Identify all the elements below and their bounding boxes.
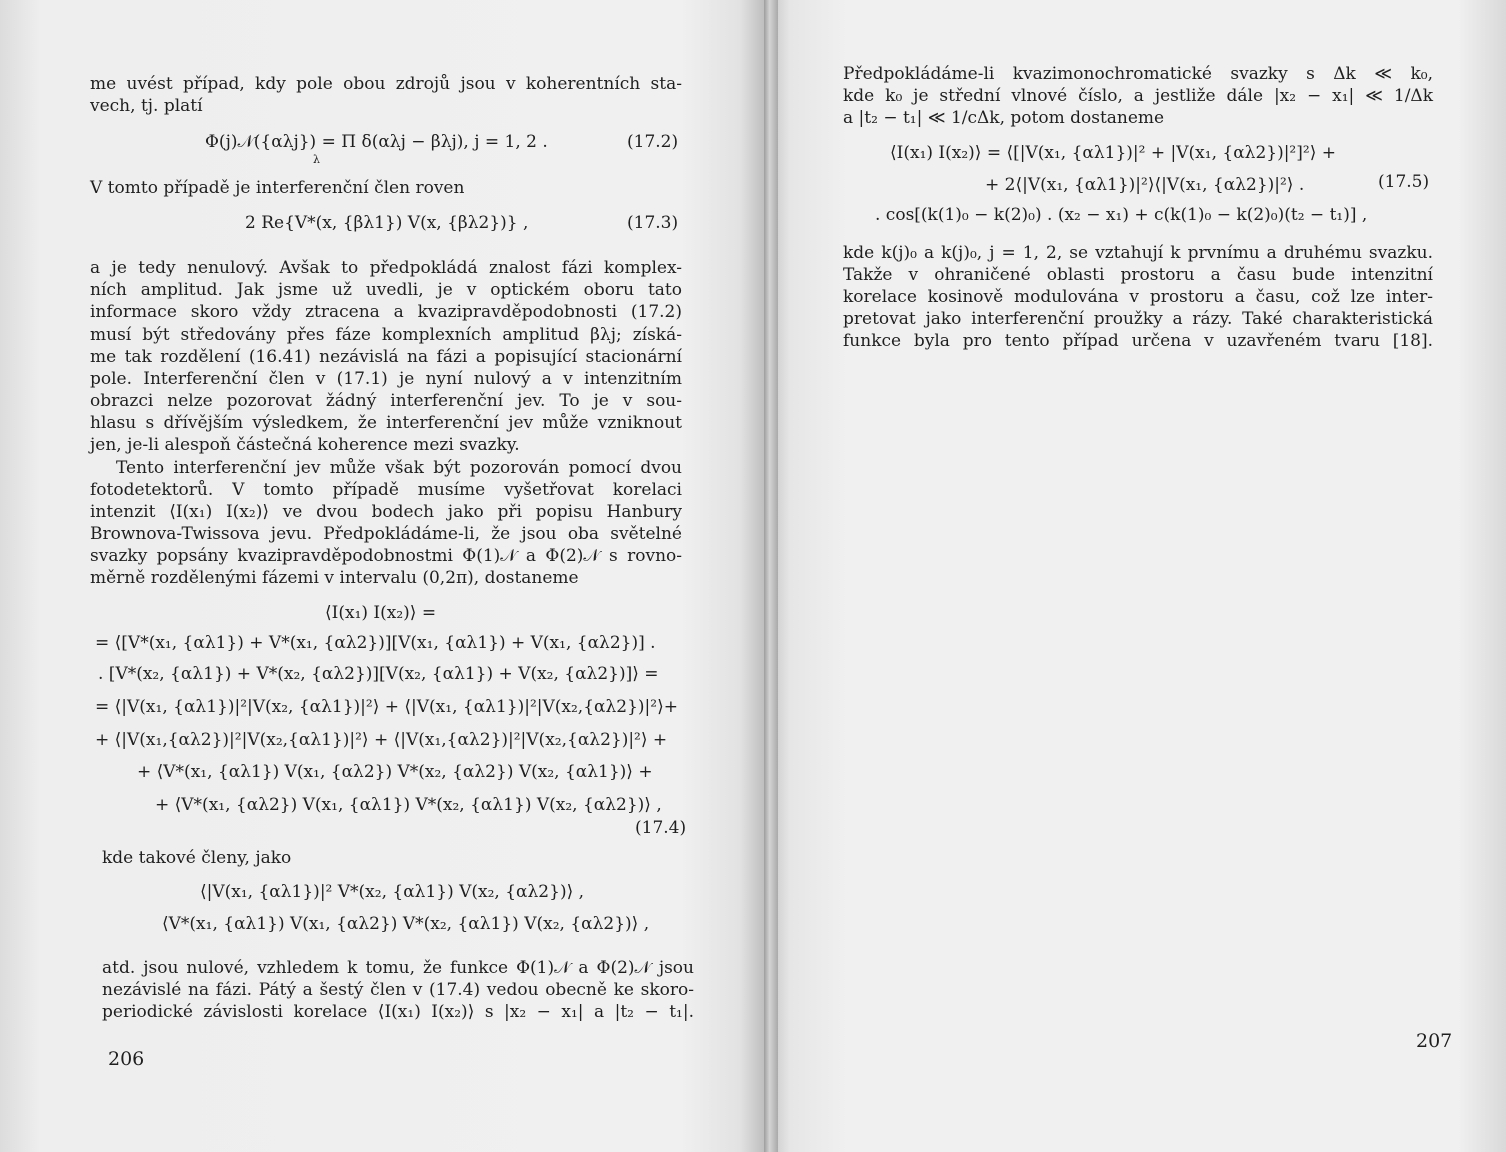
text-line: intenzit ⟨I(x₁) I(x₂)⟩ ve dvou bodech jako při popisu Hanbury (90, 502, 682, 522)
text-line: ních amplitud. Jak jsme už uvedli, je v optickém oboru tato (90, 280, 682, 300)
text-line: jen, je-li alespoň částečná koherence mezi svazky. (90, 435, 520, 455)
equation-17-4-line: = ⟨|V(x₁, {αλ1})|²|V(x₂, {αλ1})|²⟩ + ⟨|V(x₁, {αλ1})|²|V(x₂,{αλ2})|²⟩+ (95, 697, 678, 717)
text-line: musí být středovány přes fáze komplexních amplitud βλj; získá- (90, 325, 682, 345)
equation-number: (17.4) (635, 818, 687, 838)
text-line: a |t₂ − t₁| ≪ 1/cΔk, potom dostaneme (843, 108, 1165, 128)
text-line: Předpokládáme-li kvazimonochromatické svazky s Δk ≪ k₀, (843, 64, 1433, 84)
text-line: Takže v ohraničené oblasti prostoru a času bude intenzitní (843, 265, 1433, 285)
text-line: nezávislé na fázi. Pátý a šestý člen v (17.4) vedou obecně ke skoro- (102, 980, 694, 1000)
equation-17-4-line: ⟨I(x₁) I(x₂)⟩ = (325, 603, 437, 623)
text-line: měrně rozdělenými fázemi v intervalu (0,2π), dostaneme (90, 568, 579, 588)
equation-17-2: Φ(j)𝒩({αλj}) = Π δ(αλj − βλj), j = 1, 2 . (205, 132, 548, 152)
equation-number: (17.5) (1378, 172, 1430, 192)
text-line: Tento interferenční jev může však být pozorován pomocí dvou (116, 458, 682, 478)
equation-number: (17.3) (627, 213, 679, 233)
text-line: pretovat jako interferenční proužky a rázy. Také charakteristická (843, 309, 1433, 329)
equation-17-4-line: + ⟨V*(x₁, {αλ2}) V(x₁, {αλ1}) V*(x₂, {αλ1}) V(x₂, {αλ2})⟩ , (155, 795, 662, 815)
equation-17-2-subscript: λ (313, 153, 320, 166)
equation-17-5-line: ⟨I(x₁) I(x₂)⟩ = ⟨[|V(x₁, {αλ1})|² + |V(x₁, {αλ2})|²]²⟩ + (890, 143, 1336, 163)
text-line: atd. jsou nulové, vzhledem k tomu, že funkce Φ(1)𝒩 a Φ(2)𝒩 jsou (102, 958, 694, 978)
text-line: vech, tj. platí (90, 96, 203, 116)
equation-17-4-line: + ⟨V*(x₁, {αλ1}) V(x₁, {αλ2}) V*(x₂, {αλ2}) V(x₂, {αλ1})⟩ + (137, 762, 653, 782)
text-line: kde takové členy, jako (102, 848, 292, 868)
text-line: svazky popsány kvazipravděpodobnostmi Φ(1)𝒩 a Φ(2)𝒩 s rovno- (90, 546, 682, 566)
text-line: pole. Interferenční člen v (17.1) je nyní nulový a v intenzitním (90, 369, 682, 389)
text-line: korelace kosinově modulována v prostoru a času, což lze inter- (843, 287, 1433, 307)
equation-number: (17.2) (627, 132, 679, 152)
equation-17-5-line: + 2⟨|V(x₁, {αλ1})|²⟩⟨|V(x₁, {αλ2})|²⟩ . (985, 175, 1305, 195)
text-line: V tomto případě je interferenční člen roven (90, 178, 465, 198)
equation-17-5-line: . cos[(k(1)₀ − k(2)₀) . (x₂ − x₁) + c(k(1)₀ − k(2)₀)(t₂ − t₁)] , (875, 205, 1368, 225)
text-line: fotodetektorů. V tomto případě musíme vyšetřovat korelaci (90, 480, 682, 500)
equation-term: ⟨V*(x₁, {αλ1}) V(x₁, {αλ2}) V*(x₂, {αλ1}) V(x₂, {αλ2})⟩ , (162, 914, 650, 934)
book-gutter (764, 0, 778, 1152)
equation-17-4-line: = ⟨[V*(x₁, {αλ1}) + V*(x₁, {αλ2})][V(x₁, {αλ1}) + V(x₁, {αλ2})] . (95, 633, 656, 653)
equation-term: ⟨|V(x₁, {αλ1})|² V*(x₂, {αλ1}) V(x₂, {αλ2})⟩ , (200, 882, 585, 902)
text-line: me tak rozdělení (16.41) nezávislá na fázi a popisující stacionární (90, 347, 682, 367)
text-line: kde k₀ je střední vlnové číslo, a jestliže dále |x₂ − x₁| ≪ 1/Δk (843, 86, 1433, 106)
text-line: Brownova-Twissova jevu. Předpokládáme-li, že jsou oba světelné (90, 524, 682, 544)
equation-17-4-line: + ⟨|V(x₁,{αλ2})|²|V(x₂,{αλ1})|²⟩ + ⟨|V(x₁,{αλ2})|²|V(x₂,{αλ2})|²⟩ + (95, 730, 668, 750)
text-line: funkce byla pro tento případ určena v uzavřeném tvaru [18]. (843, 331, 1433, 351)
text-line: periodické závislosti korelace ⟨I(x₁) I(x₂)⟩ s |x₂ − x₁| a |t₂ − t₁|. (102, 1002, 694, 1022)
page-number: 206 (108, 1048, 145, 1070)
text-line: informace skoro vždy ztracena a kvazipravděpodobnosti (17.2) (90, 302, 682, 322)
text-line: kde k(j)₀ a k(j)₀, j = 1, 2, se vztahují k prvnímu a druhému svazku. (843, 243, 1433, 263)
equation-17-3: 2 Re{V*(x, {βλ1}) V(x, {βλ2})} , (245, 213, 529, 233)
text-line: obrazci nelze pozorovat žádný interferenční jev. To je v sou- (90, 391, 682, 411)
equation-17-4-line: . [V*(x₂, {αλ1}) + V*(x₂, {αλ2})][V(x₂, {αλ1}) + V(x₂, {αλ2})]⟩ = (98, 664, 659, 684)
text-line: hlasu s dřívějším výsledkem, že interferenční jev může vzniknout (90, 413, 682, 433)
text-line: a je tedy nenulový. Avšak to předpokládá znalost fázi komplex- (90, 258, 682, 278)
page-number: 207 (1416, 1030, 1453, 1052)
text-line: me uvést případ, kdy pole obou zdrojů jsou v koherentních sta- (90, 74, 682, 94)
